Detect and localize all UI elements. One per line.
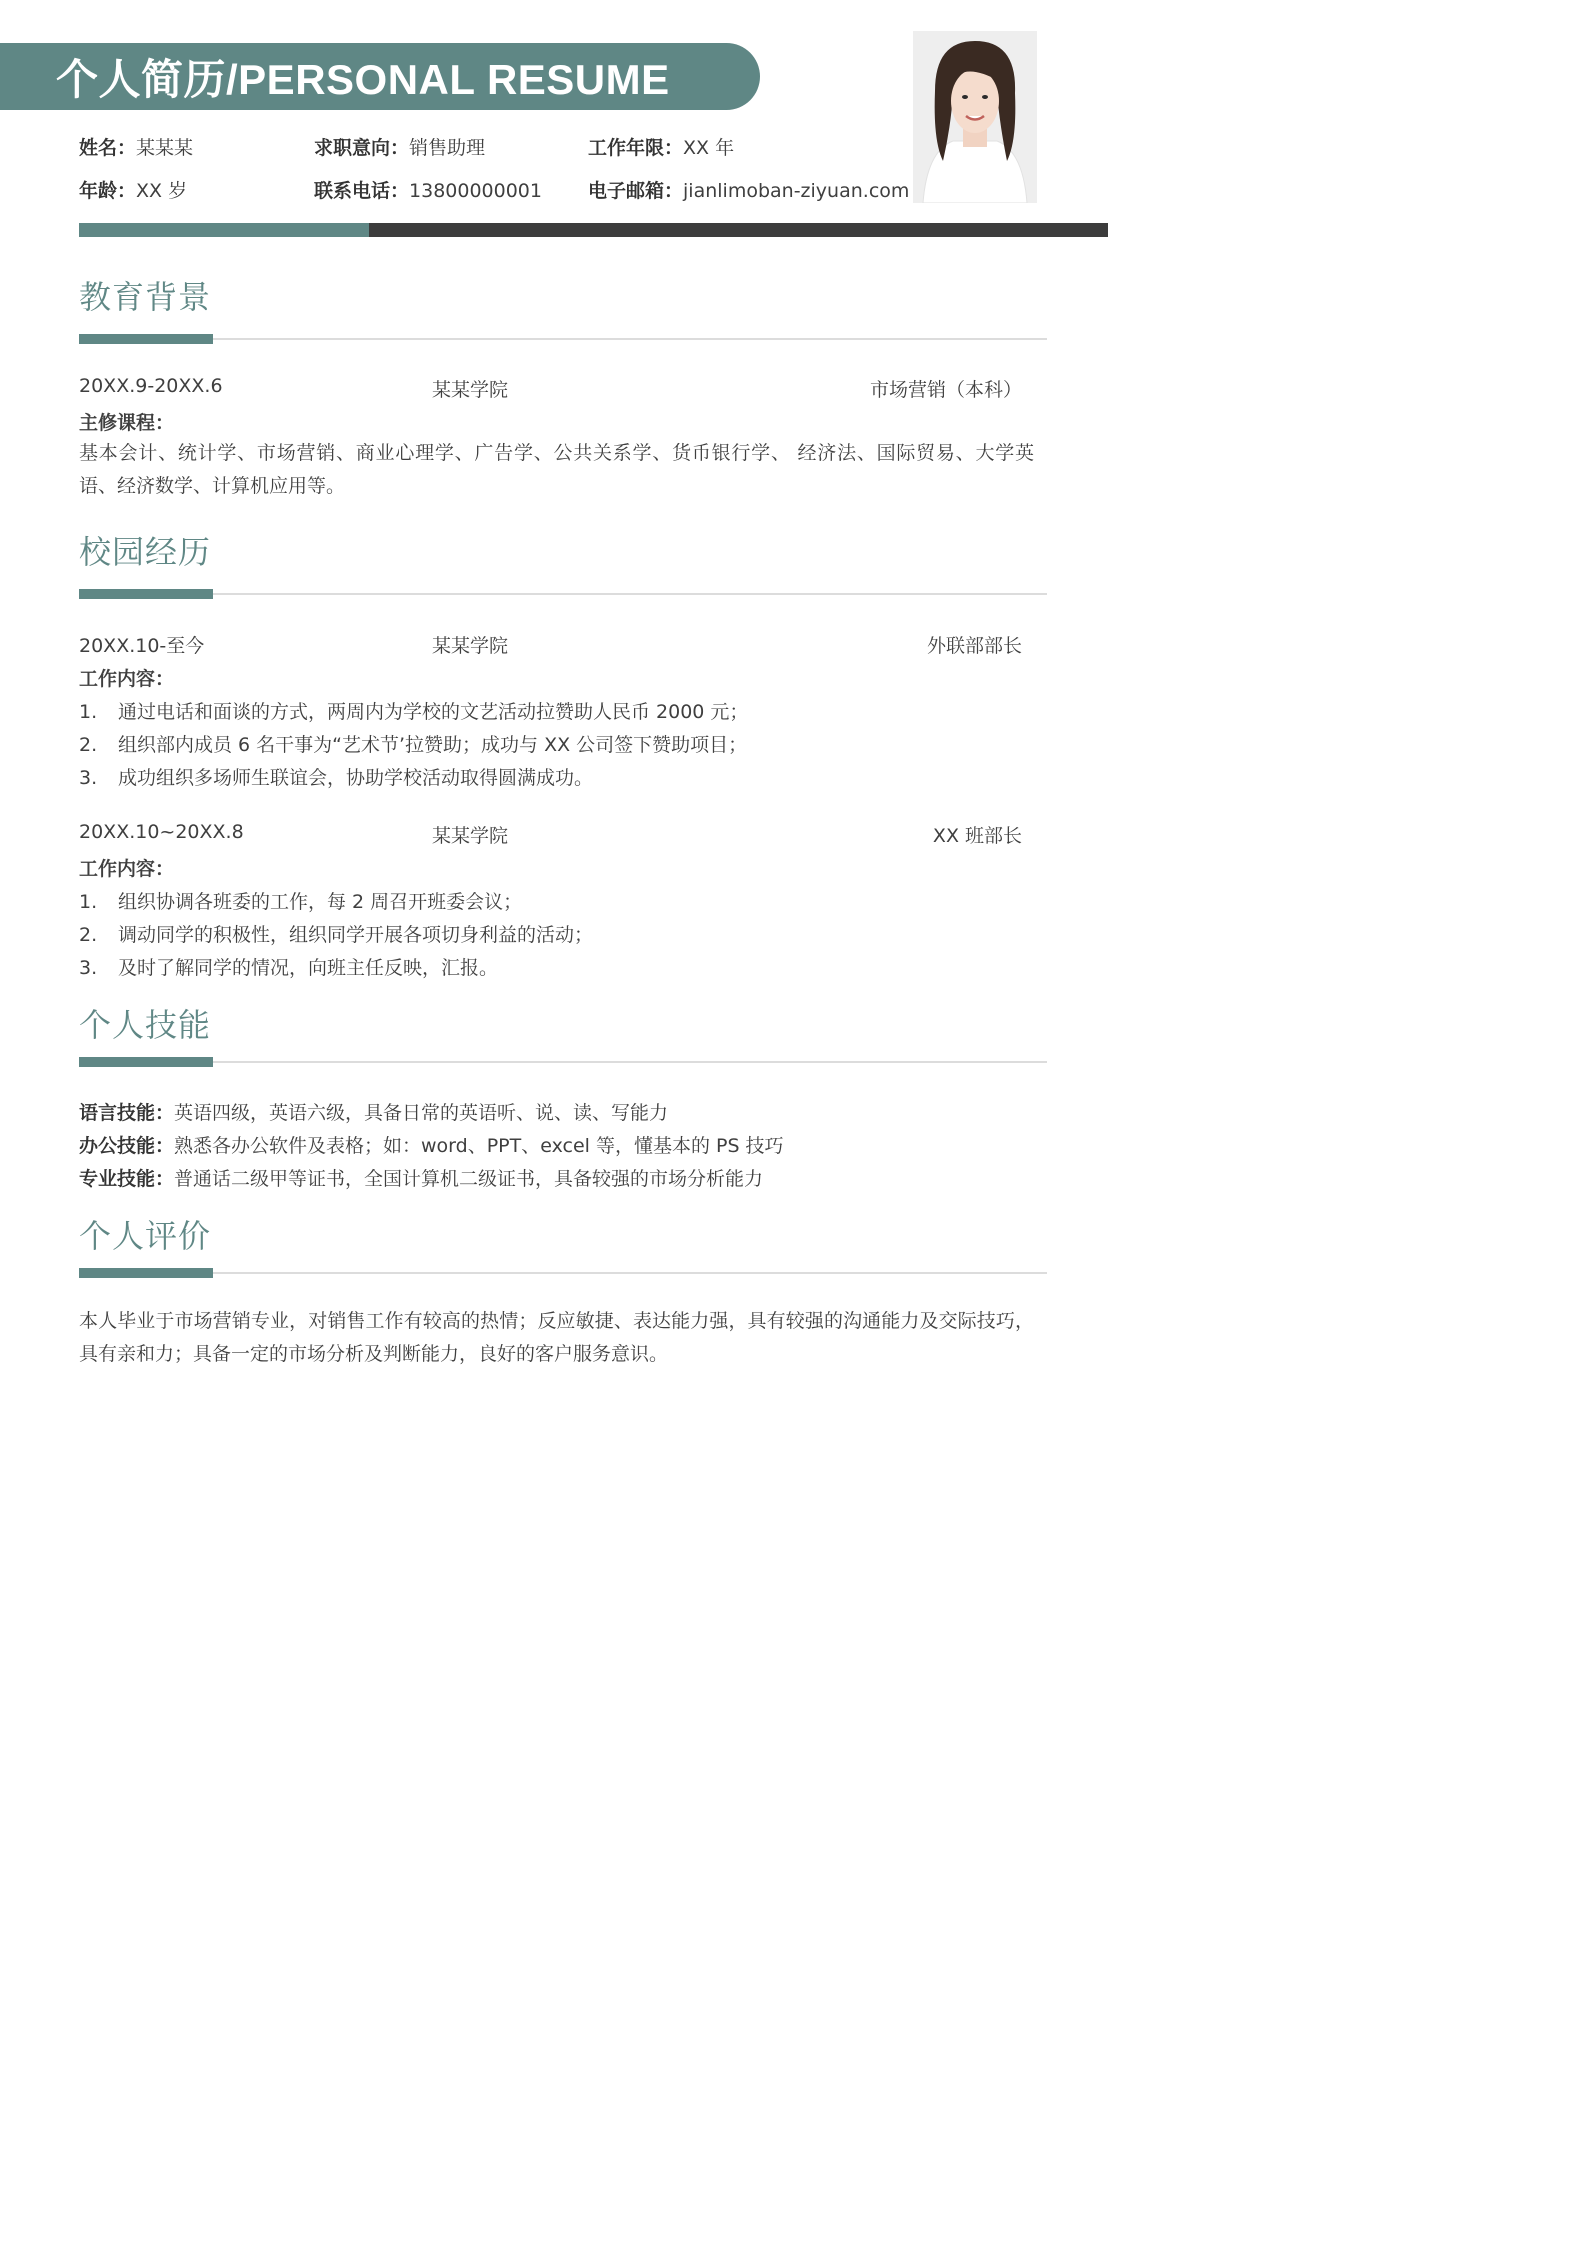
info-job-intent-value: 销售助理: [409, 137, 486, 159]
campus-entry-school: 某某学院: [432, 635, 509, 657]
skill-label: 办公技能：: [79, 1135, 175, 1157]
info-email-value: jianlimoban-ziyuan.com: [683, 180, 910, 202]
header-rule-dark: [369, 223, 1108, 237]
education-date: 20XX.9-20XX.6: [79, 375, 223, 397]
skill-label: 语言技能：: [79, 1102, 175, 1124]
section-bar: [79, 334, 213, 344]
profile-photo: [913, 31, 1037, 203]
campus-entry-role: 外联部部长: [926, 635, 1022, 657]
campus-entry-date: 20XX.10-至今: [79, 635, 205, 657]
work-content-label: 工作内容：: [79, 858, 175, 880]
list-number: 2.: [79, 924, 98, 946]
work-content-label: 工作内容：: [79, 668, 175, 690]
section-title-campus: 校园经历: [79, 533, 212, 571]
list-text: 组织部内成员 6 名干事为“艺术节’拉赞助；成功与 XX 公司签下赞助项目；: [118, 734, 748, 756]
info-job-intent-label: 求职意向：: [314, 137, 410, 159]
skill-language: [79, 1098, 668, 1125]
list-item: [79, 953, 498, 980]
info-work-years-value: XX 年: [683, 137, 735, 159]
info-phone-value: 13800000001: [409, 180, 542, 202]
list-number: 2.: [79, 734, 98, 756]
info-name: [79, 133, 193, 160]
list-number: 1.: [79, 891, 98, 913]
info-email: [588, 176, 909, 203]
list-text: 调动同学的积极性，组织同学开展各项切身利益的活动；: [118, 924, 594, 946]
courses-text: 基本会计、统计学、市场营销、商业心理学、广告学、公共关系学、货币银行学、 经济法、国际贸易、大学英语、经济数学、计算机应用等。: [79, 442, 1034, 497]
info-age: [79, 176, 187, 203]
list-text: 及时了解同学的情况，向班主任反映，汇报。: [118, 957, 499, 979]
portrait-image: [913, 31, 1037, 203]
resume-title: 个人简历/PERSONAL RESUME: [56, 56, 670, 103]
list-number: 1.: [79, 701, 98, 723]
skill-office: [79, 1131, 784, 1158]
list-item: [79, 763, 593, 790]
section-bar: [79, 1268, 213, 1278]
skill-label: 专业技能：: [79, 1168, 175, 1190]
courses-label: 主修课程：: [79, 412, 175, 434]
info-name-value: 某某某: [136, 137, 194, 159]
list-number: 3.: [79, 957, 98, 979]
section-bar: [79, 1057, 213, 1067]
skill-text: 英语四级，英语六级，具备日常的英语听、说、读、写能力: [174, 1102, 669, 1124]
info-age-value: XX 岁: [136, 180, 188, 202]
info-phone-label: 联系电话：: [314, 180, 410, 202]
education-school: 某某学院: [432, 379, 509, 401]
campus-entry-school: 某某学院: [432, 825, 509, 847]
list-item: [79, 697, 748, 724]
info-name-label: 姓名：: [79, 137, 137, 159]
header-rule-accent: [79, 223, 369, 237]
info-work-years: [588, 133, 734, 160]
campus-entry-date: 20XX.10~20XX.8: [79, 821, 244, 843]
section-title-evaluation: 个人评价: [79, 1217, 212, 1255]
section-title-education: 教育背景: [79, 278, 212, 316]
info-email-label: 电子邮箱：: [588, 180, 684, 202]
section-divider: [213, 1061, 1047, 1063]
section-bar: [79, 589, 213, 599]
skill-text: 熟悉各办公软件及表格；如：word、PPT、excel 等，懂基本的 PS 技巧: [174, 1135, 784, 1157]
list-item: [79, 920, 593, 947]
list-text: 通过电话和面谈的方式，两周内为学校的文艺活动拉赞助人民币 2000 元；: [118, 701, 749, 723]
info-phone: [314, 176, 542, 203]
section-divider: [213, 593, 1047, 595]
info-work-years-label: 工作年限：: [588, 137, 684, 159]
list-number: 3.: [79, 767, 98, 789]
skill-professional: [79, 1164, 763, 1191]
list-text: 组织协调各班委的工作，每 2 周召开班委会议；: [118, 891, 523, 913]
list-item: [79, 887, 522, 914]
info-age-label: 年龄：: [79, 180, 137, 202]
info-job-intent: [314, 133, 485, 160]
evaluation-text: 本人毕业于市场营销专业，对销售工作有较高的热情；反应敏捷、表达能力强，具有较强的沟通能力及交际技巧，具有亲和力；具备一定的市场分析及判断能力，良好的客户服务意识。: [79, 1310, 1034, 1365]
section-divider: [213, 338, 1047, 340]
list-text: 成功组织多场师生联谊会，协助学校活动取得圆满成功。: [118, 767, 594, 789]
section-divider: [213, 1272, 1047, 1274]
campus-entry-role: XX 班部长: [932, 825, 1022, 847]
skill-text: 普通话二级甲等证书，全国计算机二级证书，具备较强的市场分析能力: [174, 1168, 764, 1190]
education-major: 市场营销（本科）: [869, 379, 1022, 401]
list-item: [79, 730, 747, 757]
section-title-skills: 个人技能: [79, 1006, 212, 1044]
